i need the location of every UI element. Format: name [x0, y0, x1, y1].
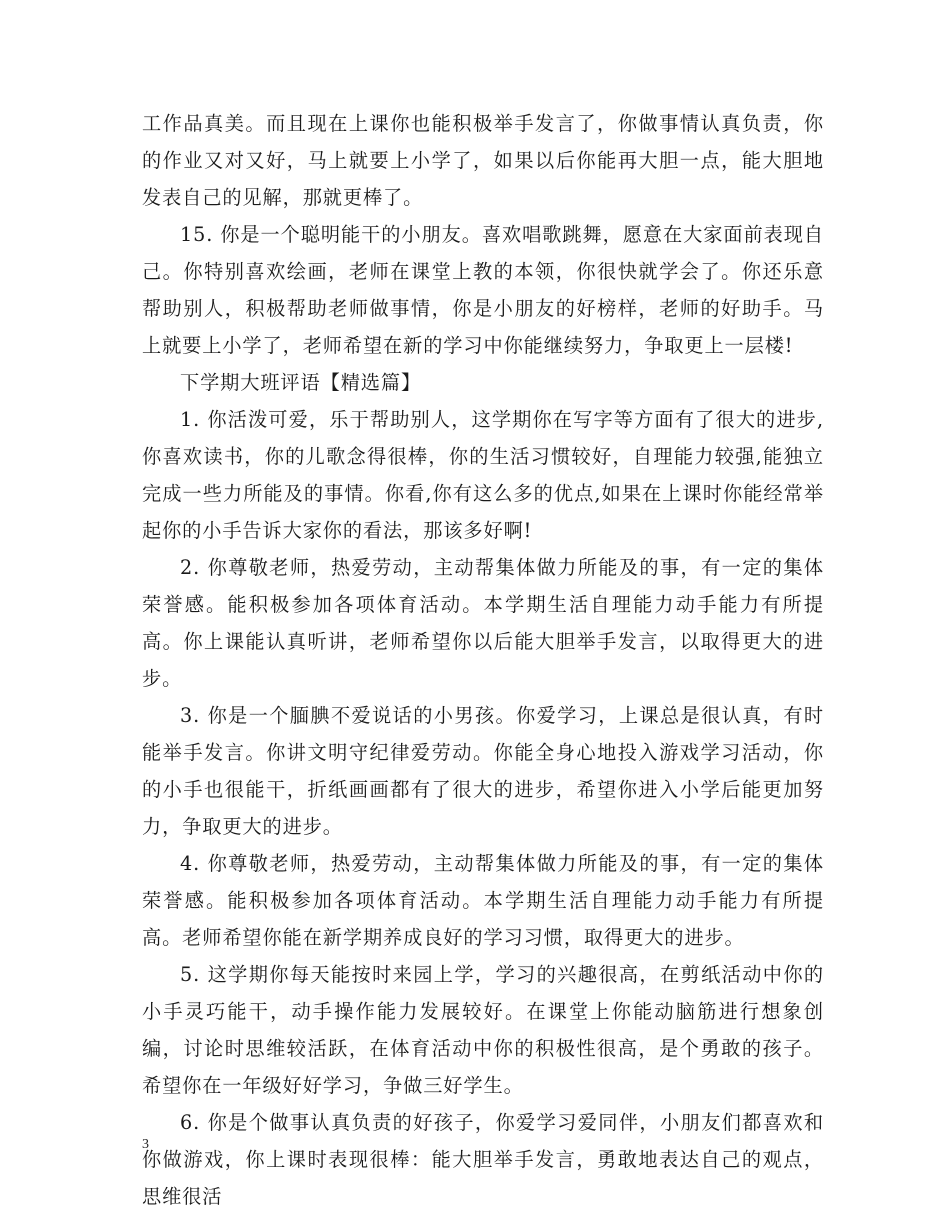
comment-item-3: 3. 你是一个腼腆不爱说话的小男孩。你爱学习，上课总是很认真，有时能举手发言。你讲文明守纪律爱劳动。你能全身心地投入游戏学习活动，你的小手也很能干，折纸画画都有了很大的进步，希望你进入小学后能更加努力，争取更大的进步。 [142, 704, 824, 838]
page-number: 3 [142, 1137, 149, 1152]
page-content [142, 105, 824, 1215]
comment-item-5: 5. 这学期你每天能按时来园上学，学习的兴趣很高，在剪纸活动中你的小手灵巧能干，动手操作能力发展较好。在课堂上你能动脑筋进行想象创编，讨论时思维较活跃，在体育活动中你的积极性很高，是个勇敢的孩子。希望你在一年级好好学习，争做三好学生。 [142, 963, 824, 1097]
comment-item-4: 4. 你尊敬老师，热爱劳动，主动帮集体做力所能及的事，有一定的集体荣誉感。能积极参加各项体育活动。本学期生活自理能力动手能力有所提高。老师希望你能在新学期养成良好的学习习惯，取得更大的进步。 [142, 852, 824, 949]
comment-item-1: 1. 你活泼可爱，乐于帮助别人，这学期你在写字等方面有了很大的进步,你喜欢读书，你的儿歌念得很棒，你的生活习惯较好，自理能力较强,能独立完成一些力所能及的事情。你看,你有这么多的优点,如果在上课时你能经常举起你的小手告诉大家你的看法，那该多好啊! [142, 408, 824, 542]
comment-item-6: 6. 你是个做事认真负责的好孩子，你爱学习爱同伴，小朋友们都喜欢和你做游戏，你上课时表现很棒：能大胆举手发言，勇敢地表达自己的观点，思维很活 [142, 1111, 824, 1208]
comment-item-2: 2. 你尊敬老师，热爱劳动，主动帮集体做力所能及的事，有一定的集体荣誉感。能积极参加各项体育活动。本学期生活自理能力动手能力有所提高。你上课能认真听讲，老师希望你以后能大胆举手发言，以取得更大的进步。 [142, 556, 824, 690]
continued-paragraph: 工作品真美。而且现在上课你也能积极举手发言了，你做事情认真负责，你的作业又对又好，马上就要上小学了，如果以后你能再大胆一点，能大胆地发表自己的见解，那就更棒了。 [142, 112, 824, 209]
comment-item-15: 15. 你是一个聪明能干的小朋友。喜欢唱歌跳舞，愿意在大家面前表现自己。你特别喜欢绘画，老师在课堂上教的本领，你很快就学会了。你还乐意帮助别人，积极帮助老师做事情，你是小朋友的好榜样，老师的好助手。马上就要上小学了，老师希望在新的学习中你能继续努力，争取更上一层楼! [142, 223, 824, 357]
section-heading: 下学期大班评语【精选篇】 [180, 371, 422, 394]
